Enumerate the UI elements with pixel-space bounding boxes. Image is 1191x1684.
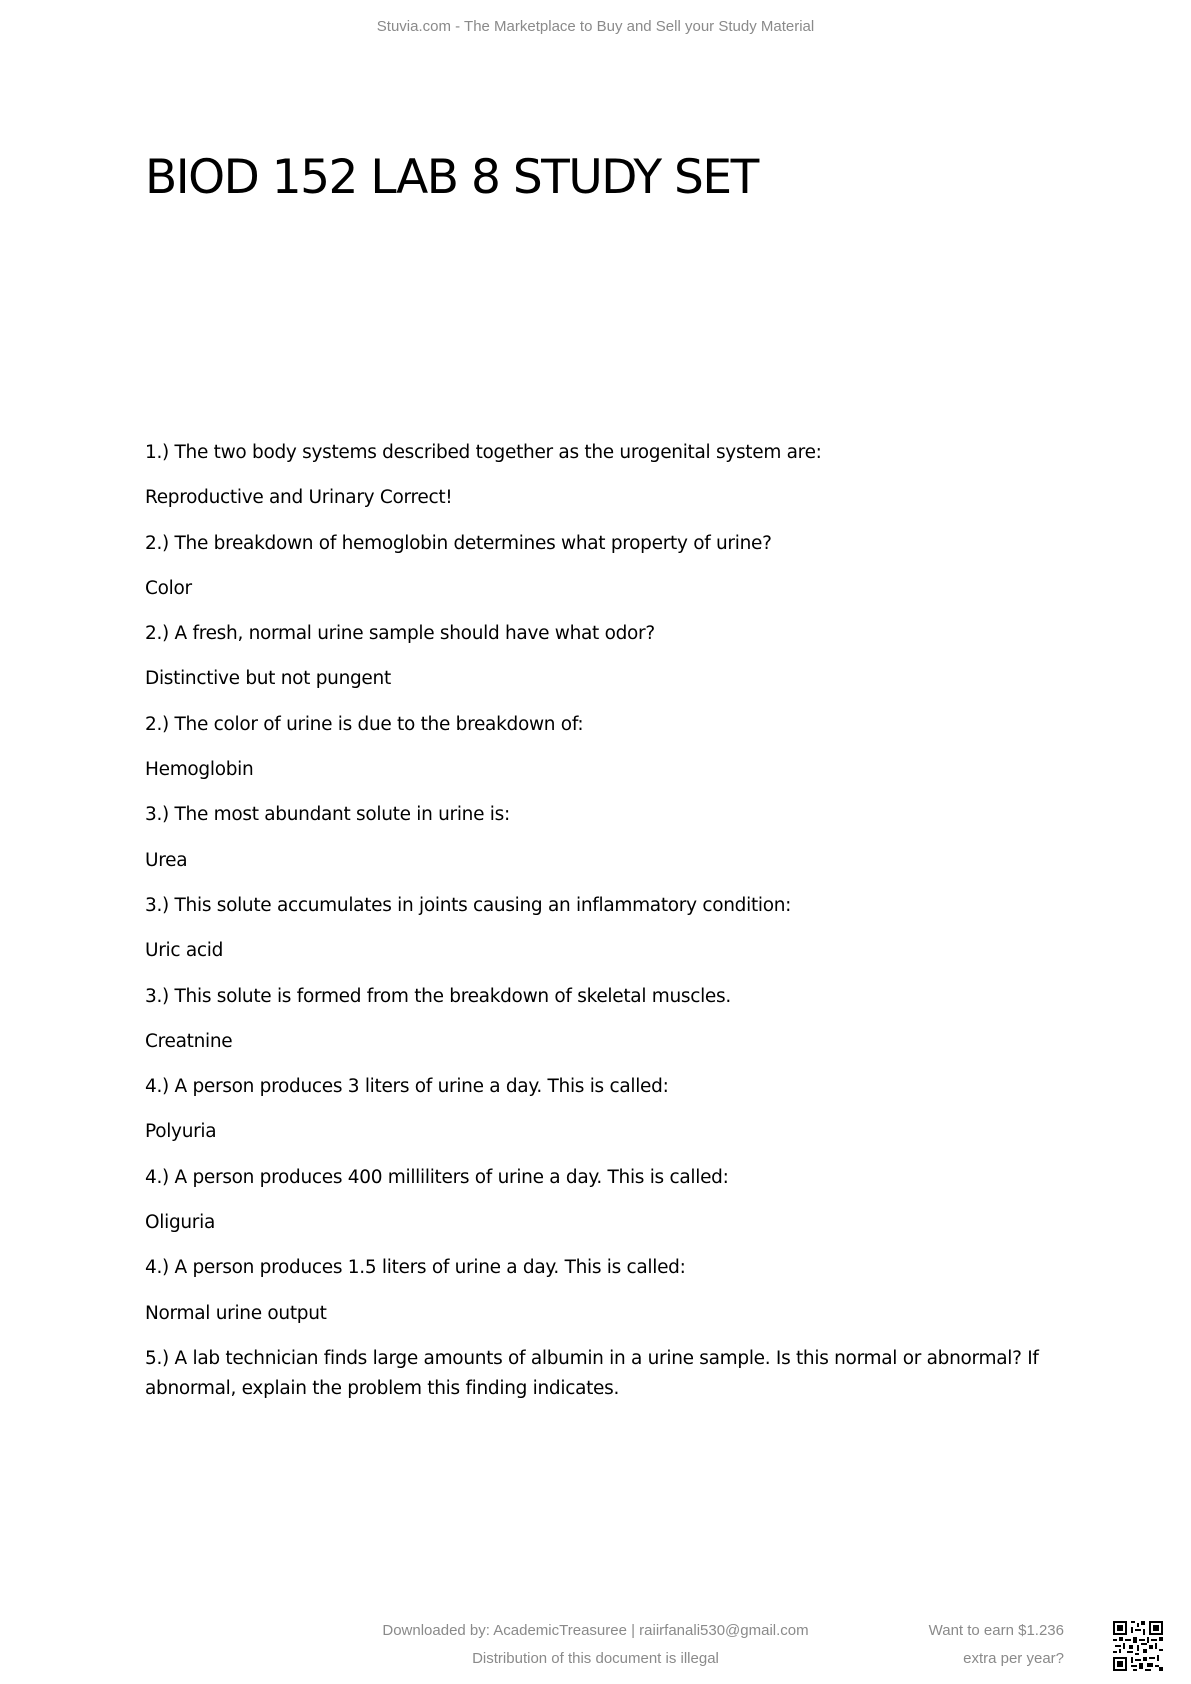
answer-line: Hemoglobin — [145, 759, 254, 781]
question-line: 4.) A person produces 400 milliliters of urine a day. This is called: — [145, 1166, 729, 1188]
answer-line: Uric acid — [145, 940, 224, 962]
question-line: 1.) The two body systems described together as the urogenital system are: — [145, 442, 822, 463]
answer-line: Polyuria — [145, 1121, 217, 1143]
answer-line: Distinctive but not pungent — [145, 668, 391, 690]
question-line: 2.) The color of urine is due to the breakdown of: — [145, 713, 584, 735]
answer-line: Creatnine — [145, 1030, 233, 1052]
answer-line: Reproductive and Urinary Correct! — [145, 487, 453, 509]
earn-promo[interactable] — [929, 1621, 1064, 1677]
answer-line: Urea — [145, 849, 188, 871]
qr-code-icon[interactable] — [1113, 1621, 1163, 1671]
question-line: 4.) A person produces 1.5 liters of urine a day. This is called: — [145, 1257, 686, 1279]
question-line: 3.) This solute accumulates in joints causing an inflammatory condition: — [145, 894, 792, 916]
downloaded-by-text: Downloaded by: AcademicTreasuree | raiirfanali530@gmail.com — [382, 1622, 809, 1639]
earn-promo-line1[interactable]: Want to earn $1.236 — [928, 1622, 1064, 1639]
question-line: 5.) A lab technician finds large amounts of albumin in a urine sample. Is this normal or abnormal? If abnormal, explain the problem this finding indicates. — [145, 1347, 1039, 1399]
top-banner[interactable]: Stuvia.com - The Marketplace to Buy and Sell your Study Material — [376, 18, 815, 35]
question-line: 4.) A person produces 3 liters of urine a day. This is called: — [145, 1076, 669, 1098]
answer-line: Oliguria — [145, 1212, 215, 1234]
question-line: 3.) This solute is formed from the breakdown of skeletal muscles. — [145, 985, 731, 1007]
question-line: 2.) The breakdown of hemoglobin determines what property of urine? — [145, 532, 772, 554]
question-line: 2.) A fresh, normal urine sample should have what odor? — [145, 623, 655, 645]
distribution-notice: Distribution of this document is illegal — [472, 1650, 719, 1667]
answer-line: Color — [145, 577, 192, 599]
answer-line: Normal urine output — [145, 1302, 327, 1324]
earn-promo-line2[interactable]: extra per year? — [963, 1650, 1064, 1667]
qa-list — [145, 438, 1045, 1404]
document-title: BIOD 152 LAB 8 STUDY SET — [145, 150, 758, 205]
question-line: 3.) The most abundant solute in urine is: — [145, 804, 510, 826]
